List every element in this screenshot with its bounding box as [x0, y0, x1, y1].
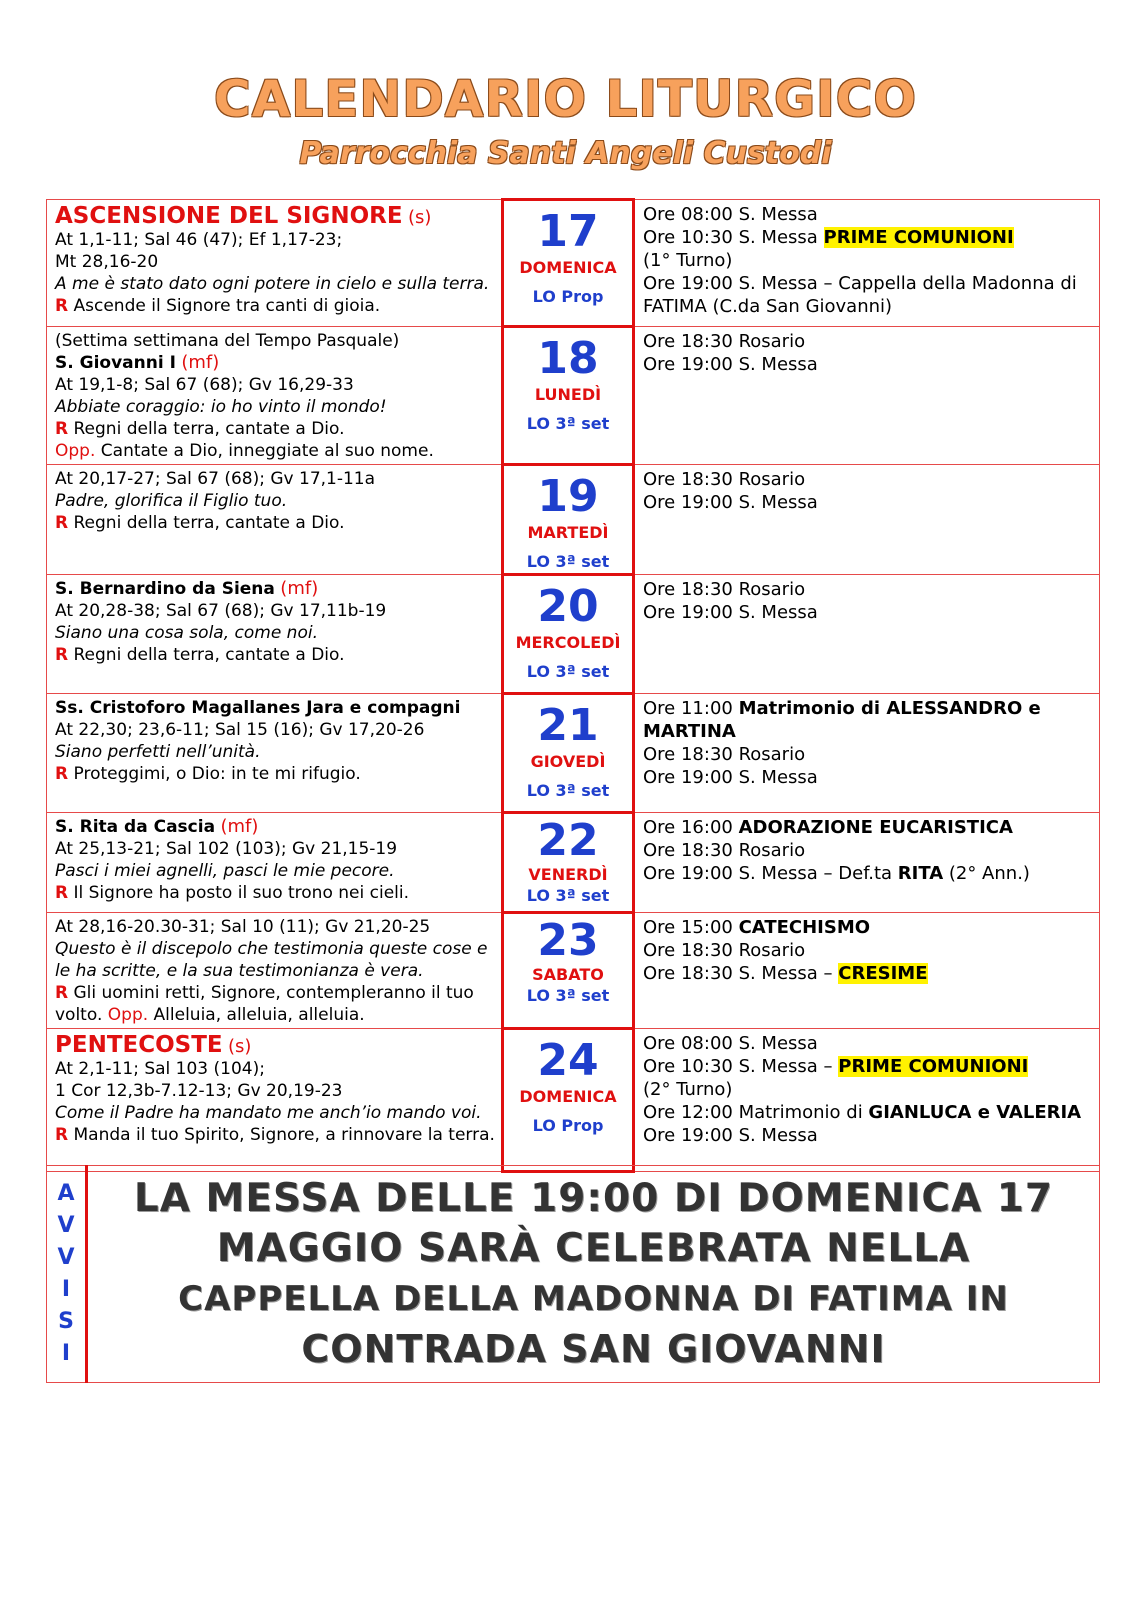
response-label: R — [55, 883, 69, 903]
day-number: 24 — [537, 1035, 599, 1086]
feast-title: PENTECOSTE — [55, 1032, 223, 1058]
saint-rank: (mf) — [181, 352, 220, 373]
day-name: DOMENICA — [519, 258, 617, 277]
day-row-24 — [47, 1029, 1100, 1172]
liturgy-cell — [47, 813, 503, 913]
event-item: (1° Turno) — [643, 250, 733, 271]
date-cell — [503, 1029, 634, 1172]
opp-label: Opp. — [107, 1005, 149, 1025]
events-cell — [634, 1029, 1100, 1172]
response: Manda il tuo Spirito, Signore, a rinnovare la terra. — [73, 1125, 495, 1145]
liturgy-of-hours: LO Prop — [532, 1116, 604, 1135]
avvisi-table — [46, 1165, 1100, 1383]
response-label: R — [55, 296, 69, 316]
avvisi-row — [47, 1166, 1100, 1383]
response-label: R — [55, 513, 69, 533]
event-text: Ore 19:00 S. Messa – Def.ta — [643, 863, 898, 884]
feast-rank: (s) — [407, 207, 432, 228]
response: Regni della terra, cantate a Dio. — [73, 513, 345, 533]
liturgy-of-hours: LO 3ª set — [526, 886, 610, 905]
event-highlight: PRIME COMUNIONI — [823, 227, 1014, 248]
event-item: Ore 19:00 S. Messa — [643, 492, 818, 513]
feast-title: ASCENSIONE DEL SIGNORE — [55, 203, 403, 229]
saint-name: S. Giovanni I — [55, 353, 176, 373]
date-cell — [503, 813, 634, 913]
day-number: 22 — [537, 815, 599, 866]
liturgy-cell — [47, 200, 503, 327]
day-row-21 — [47, 694, 1100, 813]
liturgy-cell — [47, 913, 503, 1029]
event-text: Ore 15:00 — [643, 917, 739, 938]
event-text: Ore 11:00 — [643, 698, 739, 719]
avvisi-letter: A — [57, 1181, 75, 1206]
saint-name: Ss. Cristoforo Magallanes Jara e compagni — [55, 698, 461, 718]
date-cell — [503, 575, 634, 694]
antiphon: Siano perfetti nell’unità. — [55, 742, 261, 762]
response-label: R — [55, 419, 69, 439]
date-cell — [503, 327, 634, 465]
event-text: Ore 12:00 Matrimonio di — [643, 1102, 869, 1123]
event-item: Ore 18:30 Rosario — [643, 579, 806, 600]
avvisi-letter: V — [57, 1213, 75, 1238]
antiphon: Come il Padre ha mandato me anch’io mando voi. — [55, 1103, 482, 1123]
antiphon: Siano una cosa sola, come noi. — [55, 623, 318, 643]
date-cell — [503, 694, 634, 813]
liturgy-cell — [47, 1029, 503, 1172]
event-item — [643, 962, 1093, 985]
liturgy-of-hours: LO 3ª set — [526, 781, 610, 800]
event-item: Ore 19:00 S. Messa – Cappella della Madonna di FATIMA (C.da San Giovanni) — [643, 273, 1077, 317]
event-highlight: CRESIME — [838, 963, 928, 984]
response-label: R — [55, 1125, 69, 1145]
events-cell — [634, 575, 1100, 694]
event-bold: Matrimonio di ALESSANDRO e MARTINA — [643, 698, 1041, 742]
day-row-17 — [47, 200, 1100, 327]
avvisi-message — [87, 1166, 1100, 1383]
readings-cont: 1 Cor 12,3b-7.12-13; Gv 20,19-23 — [55, 1081, 343, 1101]
response: Regni della terra, cantate a Dio. — [73, 419, 345, 439]
day-row-20 — [47, 575, 1100, 694]
day-row-19 — [47, 465, 1100, 575]
day-name: DOMENICA — [519, 1087, 617, 1106]
event-item: Ore 19:00 S. Messa — [643, 767, 818, 788]
liturgy-of-hours: LO 3ª set — [526, 986, 610, 1005]
event-bold: GIANLUCA e VALERIA — [868, 1102, 1082, 1123]
day-row-18 — [47, 327, 1100, 465]
event-item: Ore 19:00 S. Messa — [643, 602, 818, 623]
date-cell — [503, 465, 634, 575]
avvisi-label — [47, 1166, 87, 1383]
event-item: Ore 18:30 Rosario — [643, 940, 806, 961]
day-number: 17 — [537, 206, 599, 257]
event-highlight: PRIME COMUNIONI — [838, 1056, 1029, 1077]
event-item: (2° Turno) — [643, 1079, 733, 1100]
day-name: LUNEDÌ — [534, 385, 602, 404]
opp-response: Alleluia, alleluia, alleluia. — [153, 1005, 365, 1025]
saint-rank: (mf) — [220, 816, 259, 837]
event-item — [643, 697, 1093, 743]
event-item: Ore 18:30 Rosario — [643, 331, 806, 352]
response: Gli uomini retti, Signore, contempleranno il tuo volto. — [55, 983, 474, 1025]
liturgy-of-hours: LO 3ª set — [526, 662, 610, 681]
event-text: Ore 18:30 S. Messa – — [643, 963, 839, 984]
antiphon: Abbiate coraggio: io ho vinto il mondo! — [55, 397, 387, 417]
page-title: CALENDARIO LITURGICO — [214, 70, 917, 128]
liturgy-cell — [47, 575, 503, 694]
event-item: Ore 18:30 Rosario — [643, 469, 806, 490]
response-label: R — [55, 645, 69, 665]
day-row-22 — [47, 813, 1100, 913]
event-item — [643, 226, 1093, 249]
readings: At 1,1-11; Sal 46 (47); Ef 1,17-23; — [55, 230, 343, 250]
event-item: Ore 19:00 S. Messa — [643, 1125, 818, 1146]
saint-name: S. Bernardino da Siena — [55, 579, 275, 599]
readings: At 22,30; 23,6-11; Sal 15 (16); Gv 17,20-26 — [55, 720, 425, 740]
day-row-23 — [47, 913, 1100, 1029]
avvisi-letter: V — [57, 1245, 75, 1270]
response: Regni della terra, cantate a Dio. — [73, 645, 345, 665]
event-text: Ore 10:30 S. Messa – — [643, 1056, 839, 1077]
event-text: Ore 10:30 S. Messa — [643, 227, 824, 248]
response-label: R — [55, 983, 69, 1003]
event-item — [643, 816, 1093, 839]
events-cell — [634, 465, 1100, 575]
events-cell — [634, 200, 1100, 327]
avvisi-line: CONTRADA SAN GIOVANNI — [301, 1327, 886, 1371]
readings-cont: Mt 28,16-20 — [55, 252, 159, 272]
avvisi-line: LA MESSA DELLE 19:00 DI DOMENICA 17 — [133, 1176, 1054, 1221]
readings: At 2,1-11; Sal 103 (104); — [55, 1059, 265, 1079]
event-bold: CATECHISMO — [738, 917, 871, 938]
event-item — [643, 916, 1093, 939]
liturgy-cell — [47, 465, 503, 575]
opp-label: Opp. — [55, 441, 96, 461]
antiphon: Questo è il discepolo che testimonia queste cose e le ha scritte, e la sua testimonianza è vera. — [55, 939, 488, 981]
response: Il Signore ha posto il suo trono nei cieli. — [73, 883, 410, 903]
event-item: Ore 08:00 S. Messa — [643, 204, 818, 225]
response: Ascende il Signore tra canti di gioia. — [73, 296, 381, 316]
day-name: MARTEDÌ — [527, 523, 609, 542]
day-name: SABATO — [532, 965, 604, 984]
day-number: 20 — [537, 581, 599, 632]
liturgy-cell — [47, 694, 503, 813]
event-item: Ore 18:30 Rosario — [643, 744, 806, 765]
opp-response: Cantate a Dio, inneggiate al suo nome. — [100, 441, 434, 461]
event-text: (2° Ann.) — [943, 863, 1030, 884]
day-name: VENERDÌ — [528, 865, 608, 884]
event-item: Ore 19:00 S. Messa — [643, 354, 818, 375]
avvisi-letter: I — [61, 1341, 71, 1366]
event-item — [643, 1101, 1093, 1124]
antiphon: Pasci i miei agnelli, pasci le mie pecore. — [55, 861, 395, 881]
liturgy-cell — [47, 327, 503, 465]
date-cell — [503, 200, 634, 327]
liturgy-of-hours: LO 3ª set — [526, 414, 610, 433]
readings: At 20,17-27; Sal 67 (68); Gv 17,1-11a — [55, 469, 376, 489]
event-text: Ore 16:00 — [643, 817, 739, 838]
antiphon: Padre, glorifica il Figlio tuo. — [55, 491, 288, 511]
event-bold: RITA — [897, 863, 944, 884]
response: Proteggimi, o Dio: in te mi rifugio. — [73, 764, 361, 784]
saint-rank: (mf) — [280, 578, 319, 599]
readings: At 19,1-8; Sal 67 (68); Gv 16,29-33 — [55, 375, 354, 395]
avvisi-line: MAGGIO SARÀ CELEBRATA NELLA — [216, 1226, 971, 1271]
readings: At 28,16-20.30-31; Sal 10 (11); Gv 21,20-25 — [55, 917, 431, 937]
events-cell — [634, 813, 1100, 913]
day-name: GIOVEDÌ — [530, 752, 606, 771]
event-item: Ore 08:00 S. Messa — [643, 1033, 818, 1054]
avvisi-letter: I — [61, 1277, 71, 1302]
liturgy-of-hours: LO Prop — [532, 287, 604, 306]
season-note: (Settima settimana del Tempo Pasquale) — [55, 331, 400, 351]
events-cell — [634, 327, 1100, 465]
liturgy-of-hours: LO 3ª set — [526, 552, 610, 571]
antiphon: A me è stato dato ogni potere in cielo e sulla terra. — [55, 274, 490, 294]
day-number: 21 — [537, 700, 599, 751]
calendar-table — [46, 198, 1100, 1173]
day-number: 23 — [537, 915, 599, 966]
day-number: 18 — [537, 333, 599, 384]
date-cell — [503, 913, 634, 1029]
day-number: 19 — [537, 471, 599, 522]
events-cell — [634, 913, 1100, 1029]
avvisi-letter: S — [58, 1309, 74, 1334]
page-subtitle: Parrocchia Santi Angeli Custodi — [299, 136, 832, 171]
readings: At 20,28-38; Sal 67 (68); Gv 17,11b-19 — [55, 601, 387, 621]
event-item — [643, 1055, 1093, 1078]
day-name: MERCOLEDÌ — [515, 633, 621, 652]
event-item — [643, 862, 1093, 885]
event-item: Ore 18:30 Rosario — [643, 840, 806, 861]
event-bold: ADORAZIONE EUCARISTICA — [738, 817, 1013, 838]
events-cell — [634, 694, 1100, 813]
saint-name: S. Rita da Cascia — [55, 817, 216, 837]
readings: At 25,13-21; Sal 102 (103); Gv 21,15-19 — [55, 839, 398, 859]
avvisi-line: CAPPELLA DELLA MADONNA DI FATIMA IN — [178, 1279, 1009, 1319]
response-label: R — [55, 764, 69, 784]
feast-rank: (s) — [228, 1036, 252, 1057]
